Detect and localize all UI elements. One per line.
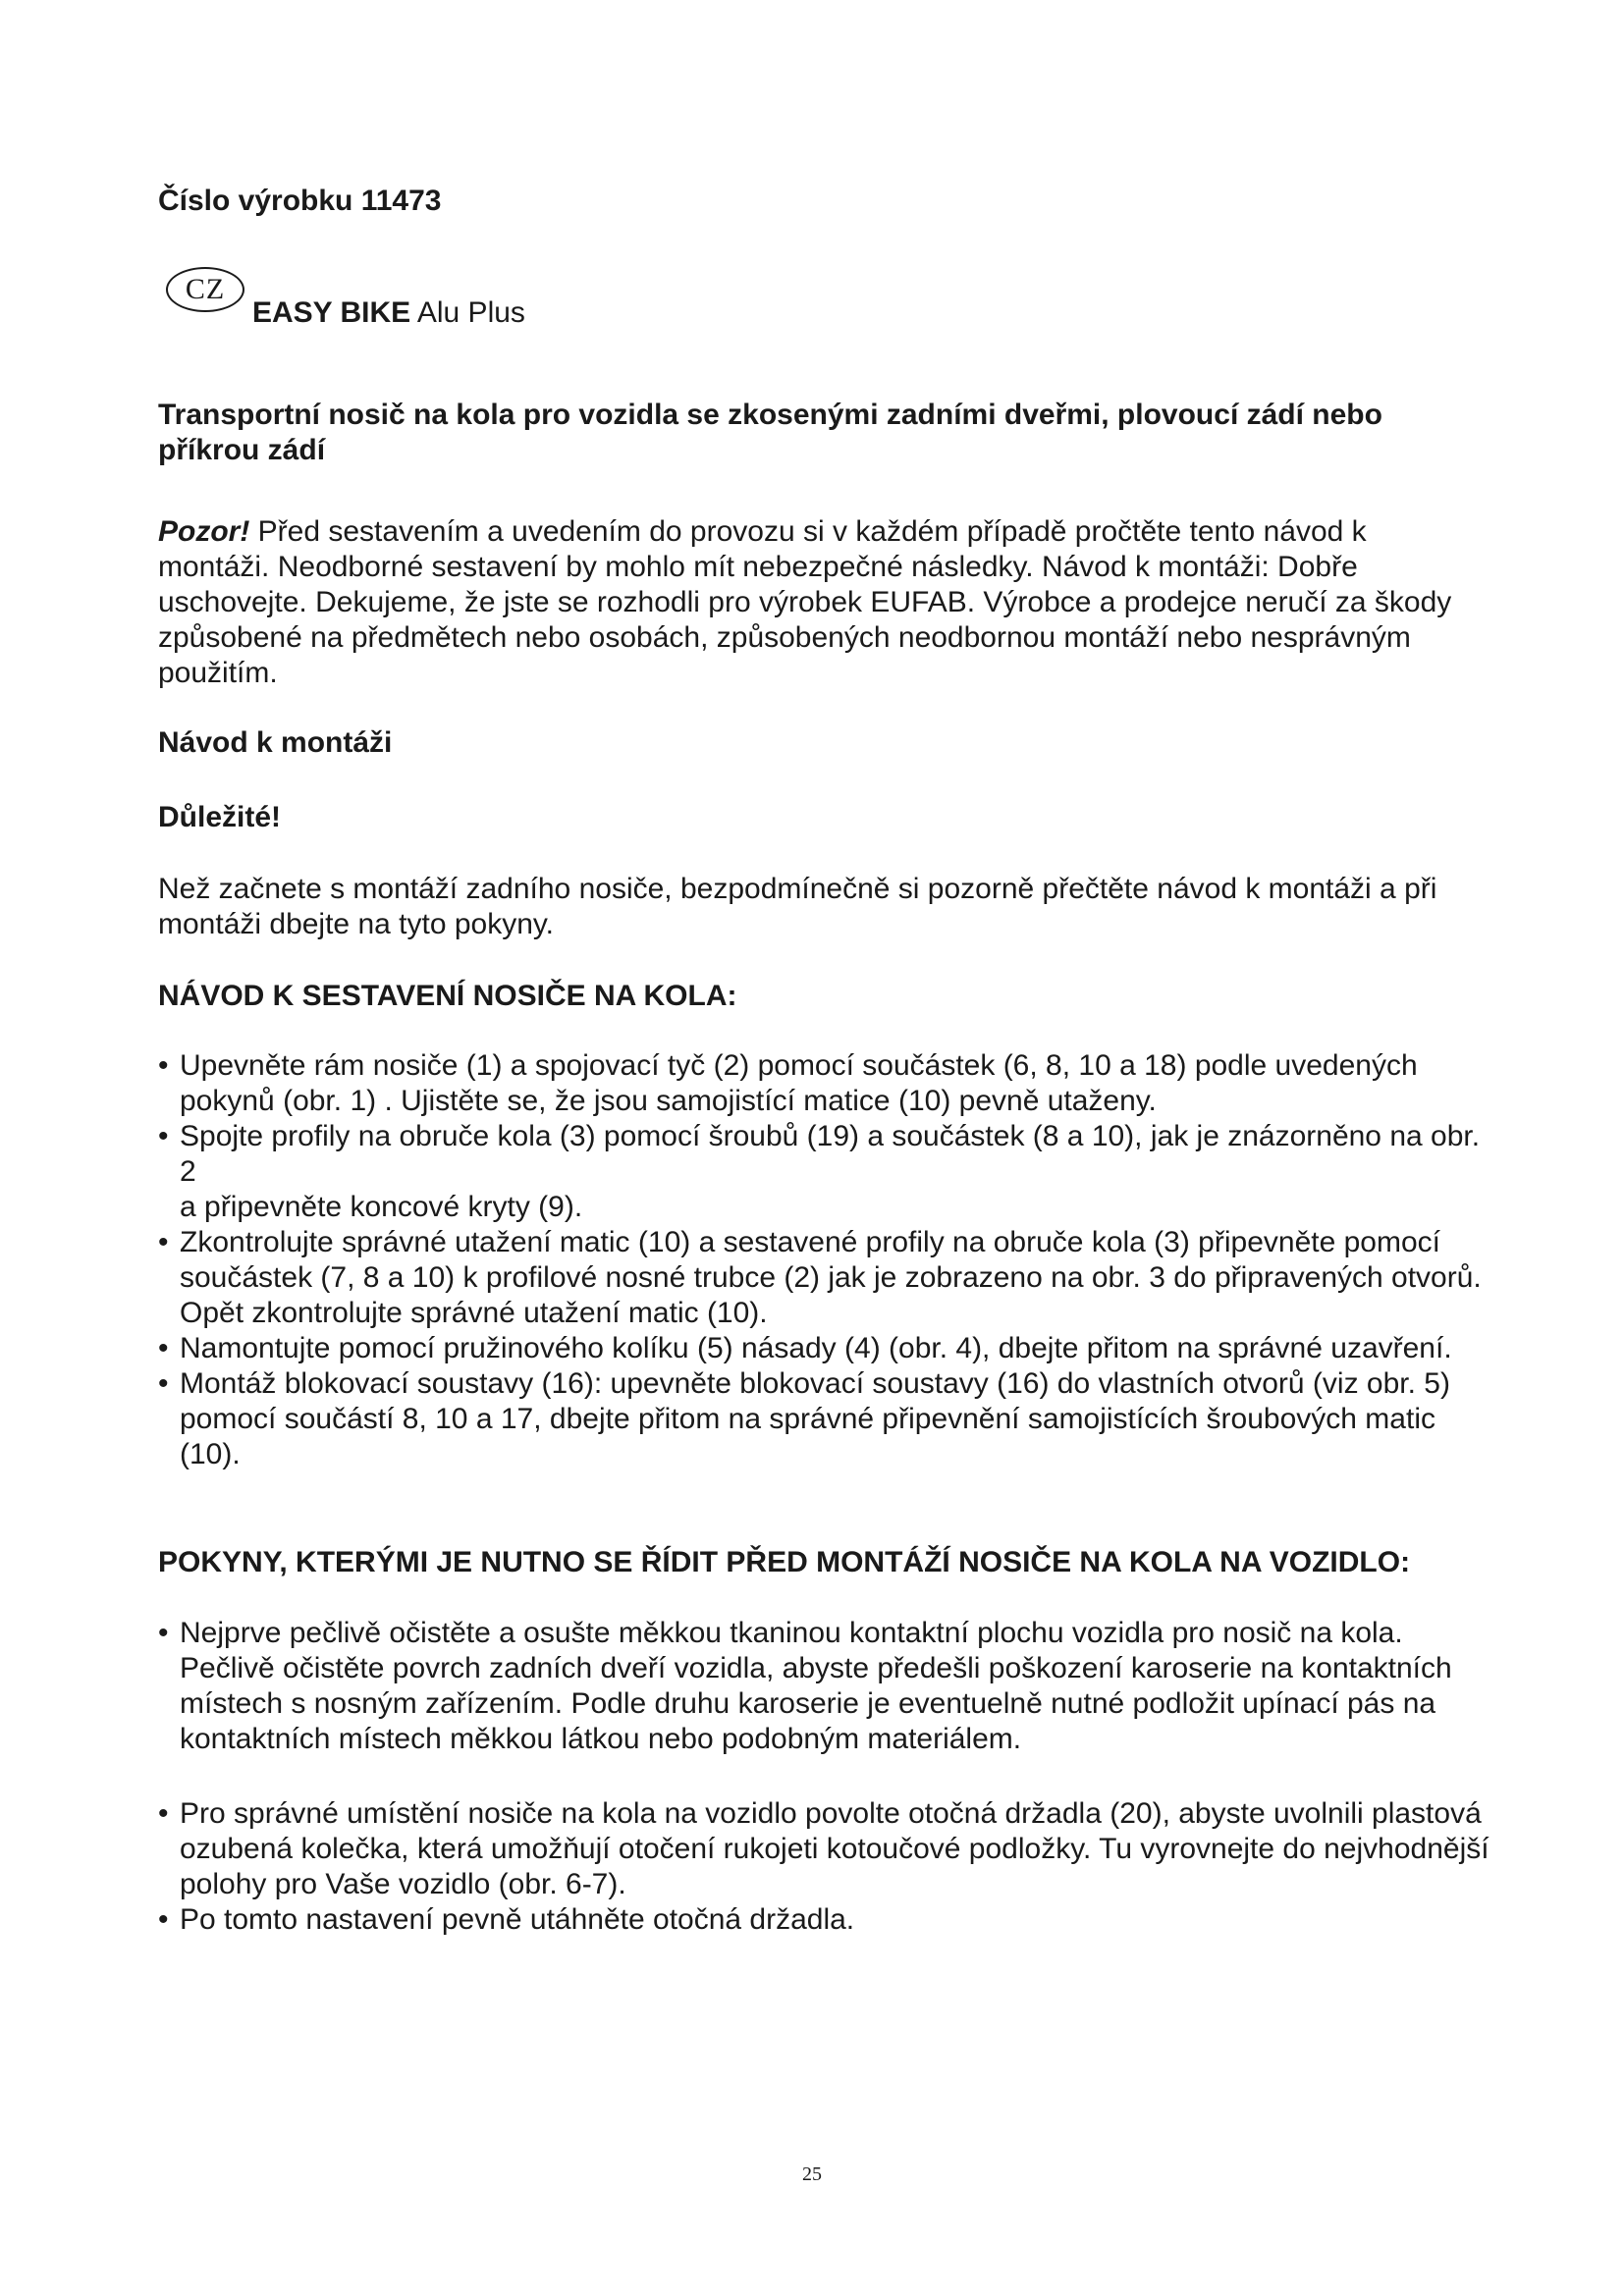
important-text: Než začnete s montáží zadního nosiče, bezpodmínečně si pozorně přečtěte návod k montáži a při montáži dbejte na tyto pokyny. xyxy=(158,873,1437,940)
product-name-rest: Alu Plus xyxy=(416,296,525,329)
list-item: • Upevněte rám nosiče (1) a spojovací tyč (2) pomocí součástek (6, 8, 10 a 18) podle uvedených pokynů (obr. 1) . Ujistěte se, že jsou samojistící matice (10) pevně utaženy. xyxy=(158,1048,1493,1119)
section2-list-b xyxy=(158,1796,1493,1938)
section2-list-a xyxy=(158,1616,1493,1757)
list-item-text: Spojte profily na obruče kola (3) pomocí šroubů (19) a součástek (8 a 10), jak je znázorněno na obr. 2 xyxy=(180,1120,1481,1188)
warning-label: Pozor! xyxy=(158,515,250,548)
product-number: Číslo výrobku 11473 xyxy=(158,185,442,217)
product-name-bold: EASY BIKE xyxy=(252,296,411,329)
section2-heading: POKYNY, KTERÝMI JE NUTNO SE ŘÍDIT PŘED MONTÁŽÍ NOSIČE NA KOLA NA VOZIDLO: xyxy=(158,1546,1411,1578)
section1-list xyxy=(158,1048,1493,1472)
list-item: • Montáž blokovací soustavy (16): upevněte blokovací soustavy (16) do vlastních otvorů (viz obr. 5) pomocí součástí 8, 10 a 17, dbejte přitom na správné připevnění samojistících šroubových matic (10). xyxy=(158,1366,1493,1472)
product-name xyxy=(252,296,525,330)
document-title: Transportní nosič na kola pro vozidla se zkosenými zadními dveřmi, plovoucí zádí nebo příkrou zádí xyxy=(158,399,1382,466)
list-item: • Namontujte pomocí pružinového kolíku (5) násady (4) (obr. 4), dbejte přitom na správné uzavření. xyxy=(158,1331,1493,1366)
list-item: • Nejprve pečlivě očistěte a osušte měkkou tkaninou kontaktní plochu vozidla pro nosič na kola. Pečlivě očistěte povrch zadních dveří vozidla, abyste předešli poškození karoserie na kontaktních místech s nosným zařízením. Podle druhu karoserie je eventuelně nutné podložit upínací pás na kontaktních místech měkkou látkou nebo podobným materiálem. xyxy=(158,1616,1493,1757)
section1-heading: NÁVOD K SESTAVENÍ NOSIČE NA KOLA: xyxy=(158,980,737,1012)
list-item-continuation: a připevněte koncové kryty (9). xyxy=(180,1191,583,1223)
warning-text: Před sestavením a uvedením do provozu si v každém případě pročtěte tento návod k montáži. Neodborné sestavení by mohlo mít nebezpečné následky. Návod k montáži: Dobře uschovejte. Dekujeme, že jste se rozhodli pro výrobek EUFAB. Výrobce a prodejce neručí za škody způsobené na předmětech nebo osobách, způsobených neodbornou montáží nebo nesprávným použitím. xyxy=(158,515,1452,689)
list-item: • Po tomto nastavení pevně utáhněte otočná držadla. xyxy=(158,1902,1493,1938)
important-heading: Důležité! xyxy=(158,801,282,833)
list-item: • Zkontrolujte správné utažení matic (10) a sestavené profily na obruče kola (3) připevněte pomocí součástek (7, 8 a 10) k profilové nosné trubce (2) jak je zobrazeno na obr. 3 do připravených otvorů. Opět zkontrolujte správné utažení matic (10). xyxy=(158,1225,1493,1331)
assembly-heading: Návod k montáži xyxy=(158,726,393,759)
list-item: • Pro správné umístění nosiče na kola na vozidlo povolte otočná držadla (20), abyste uvolnili plastová ozubená kolečka, která umožňují otočení rukojeti kotoučové podložky. Tu vyrovnejte do nejvhodnější polohy pro Vaše vozidlo (obr. 6-7). xyxy=(158,1796,1493,1902)
country-code-badge: CZ xyxy=(166,267,244,312)
page-number: 25 xyxy=(802,2163,822,2185)
list-item xyxy=(158,1119,1493,1225)
brand-line xyxy=(158,265,845,334)
warning-paragraph xyxy=(158,514,1474,691)
